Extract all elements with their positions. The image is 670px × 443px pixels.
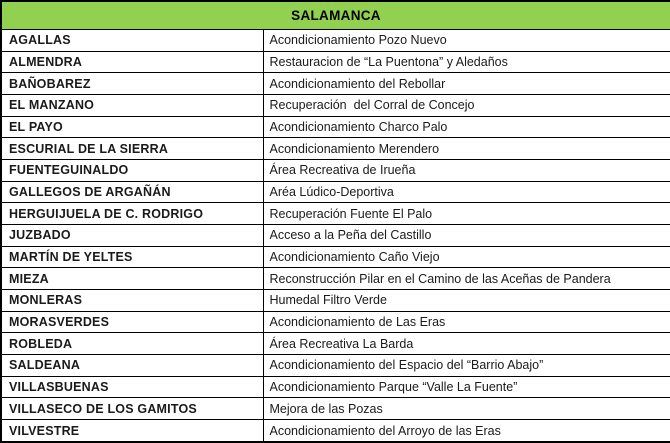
municipality-cell: EL PAYO [1, 116, 263, 138]
table-row [1, 138, 670, 160]
project-cell: Humedal Filtro Verde [263, 290, 670, 312]
project-cell: Mejora de las Pozas [263, 398, 670, 420]
table-header-row [1, 1, 670, 30]
table-row [1, 246, 670, 268]
municipality-cell: EL MANZANO [1, 95, 263, 117]
project-cell: Acondicionamiento del Arroyo de las Eras [263, 420, 670, 442]
table-row [1, 290, 670, 312]
project-cell: Área Recreativa de Irueña [263, 160, 670, 182]
table-row [1, 268, 670, 290]
project-cell: Restauracion de “La Puentona” y Aledaños [263, 51, 670, 73]
table-row [1, 51, 670, 73]
table-row [1, 311, 670, 333]
project-cell: Acondicionamiento Parque “Valle La Fuente” [263, 376, 670, 398]
table-row [1, 116, 670, 138]
project-cell: Recuperación del Corral de Concejo [263, 95, 670, 117]
table-row [1, 355, 670, 377]
municipality-cell: HERGUIJUELA DE C. RODRIGO [1, 203, 263, 225]
table-row [1, 181, 670, 203]
project-cell: Acondicionamiento del Rebollar [263, 73, 670, 95]
municipality-cell: MONLERAS [1, 290, 263, 312]
table-row [1, 420, 670, 442]
table-row [1, 73, 670, 95]
municipality-cell: MARTÍN DE YELTES [1, 246, 263, 268]
municipality-cell: VILLASBUENAS [1, 376, 263, 398]
table-row [1, 225, 670, 247]
project-cell: Acondicionamiento Merendero [263, 138, 670, 160]
table-row [1, 30, 670, 52]
municipality-cell: FUENTEGUINALDO [1, 160, 263, 182]
municipality-cell: MIEZA [1, 268, 263, 290]
municipality-cell: MORASVERDES [1, 311, 263, 333]
project-cell: Reconstrucción Pilar en el Camino de las Aceñas de Pandera [263, 268, 670, 290]
municipality-cell: JUZBADO [1, 225, 263, 247]
project-cell: Recuperación Fuente El Palo [263, 203, 670, 225]
municipality-cell: AGALLAS [1, 30, 263, 52]
municipality-cell: VILLASECO DE LOS GAMITOS [1, 398, 263, 420]
table-row [1, 398, 670, 420]
project-cell: Acceso a la Peña del Castillo [263, 225, 670, 247]
project-cell: Acondicionamiento Pozo Nuevo [263, 30, 670, 52]
table-row [1, 203, 670, 225]
table-row [1, 160, 670, 182]
municipality-cell: SALDEANA [1, 355, 263, 377]
table-row [1, 376, 670, 398]
project-cell: Acondicionamiento Charco Palo [263, 116, 670, 138]
municipality-cell: ALMENDRA [1, 51, 263, 73]
project-cell: Área Recreativa La Barda [263, 333, 670, 355]
municipality-cell: BAÑOBAREZ [1, 73, 263, 95]
table-title: SALAMANCA [1, 1, 670, 30]
project-cell: Aréa Lúdico-Deportiva [263, 181, 670, 203]
table-row [1, 95, 670, 117]
project-cell: Acondicionamiento Caño Viejo [263, 246, 670, 268]
table-row [1, 333, 670, 355]
project-cell: Acondicionamiento de Las Eras [263, 311, 670, 333]
municipality-cell: VILVESTRE [1, 420, 263, 442]
municipality-cell: GALLEGOS DE ARGAÑÁN [1, 181, 263, 203]
project-cell: Acondicionamiento del Espacio del “Barrio Abajo” [263, 355, 670, 377]
municipality-cell: ESCURIAL DE LA SIERRA [1, 138, 263, 160]
municipality-cell: ROBLEDA [1, 333, 263, 355]
